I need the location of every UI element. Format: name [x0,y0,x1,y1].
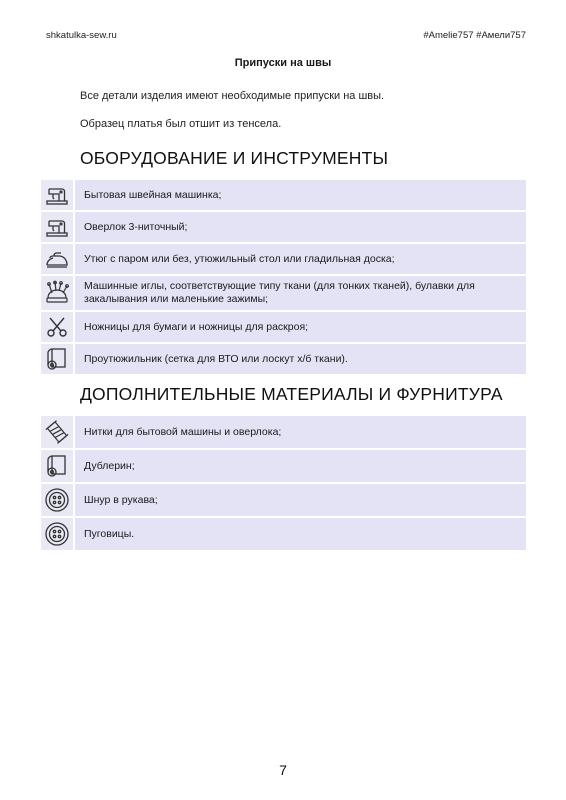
button-icon [44,487,70,513]
page-number: 7 [279,762,287,778]
equipment-heading: ОБОРУДОВАНИЕ И ИНСТРУМЕНТЫ [80,148,389,168]
sewing-machine-icon [45,183,69,207]
scissors-icon [45,315,69,339]
list-item: Нитки для бытовой машины и оверлока; [75,416,526,448]
list-item: Дублерин; [75,450,526,482]
fabric-text: Образец платья был отшит из тенсела. [80,118,282,130]
fabric-roll-icon [45,346,69,372]
fabric-roll-icon [45,453,69,479]
list-item: Утюг с паром или без, утюжильный стол или гладильная доска; [75,244,526,274]
table-row [41,344,526,376]
pincushion-icon [44,280,70,306]
list-item: Бытовая швейная машинка; [75,180,526,210]
section-title: Припуски на швы [234,57,332,69]
table-row [41,312,526,344]
table-row [41,484,526,518]
table-row [41,416,526,450]
table-row [41,450,526,484]
list-item: Пуговицы. [75,518,526,550]
table-row [41,244,526,276]
button-icon [44,521,70,547]
list-item: Шнур в рукава; [75,484,526,516]
table-row [41,518,526,552]
site-url: shkatulka-sew.ru [46,30,117,41]
table-row [41,212,526,244]
list-item: Проутюжильник (сетка для ВТО или лоскут х/б ткани). [75,344,526,374]
table-row [41,180,526,212]
list-item: Ножницы для бумаги и ножницы для раскроя; [75,312,526,342]
hashtags: #Amelie757 #Амели757 [423,30,526,41]
seam-allowance-text: Все детали изделия имеют необходимые припуски на швы. [80,90,385,102]
materials-table [41,416,526,552]
thread-spool-icon [44,419,70,445]
table-row [41,276,526,312]
list-item: Машинные иглы, соответствующие типу ткани (для тонких тканей), булавки для закалывания или маленькие зажимы; [75,276,526,310]
materials-heading: ДОПОЛНИТЕЛЬНЫЕ МАТЕРИАЛЫ И ФУРНИТУРА [80,384,503,404]
iron-icon [44,247,70,271]
sewing-machine-icon [45,215,69,239]
list-item: Оверлок 3-ниточный; [75,212,526,242]
equipment-table [41,180,526,376]
